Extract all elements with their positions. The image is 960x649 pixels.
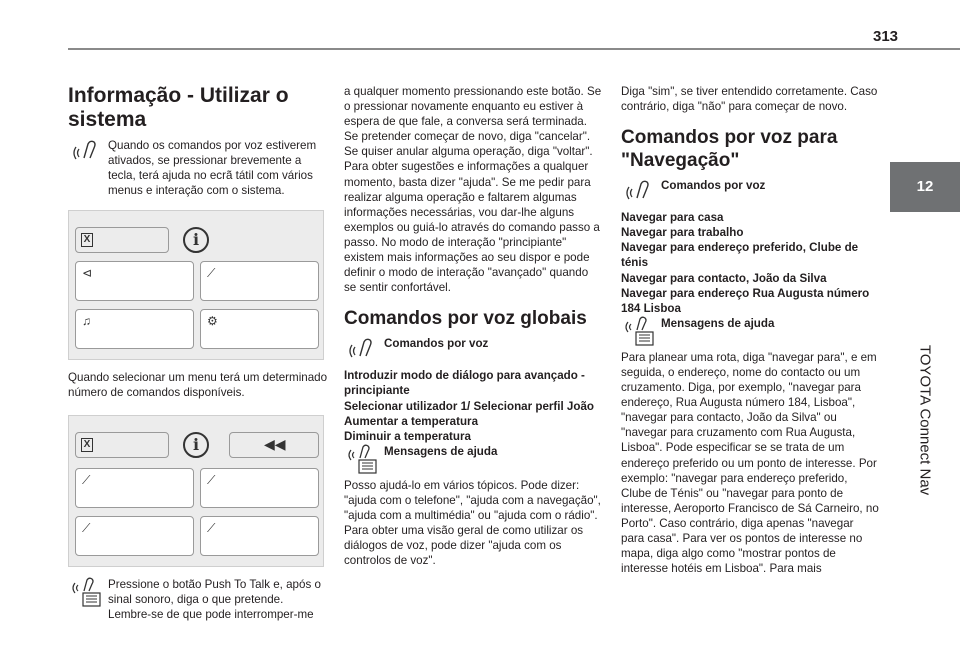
menu-button-phone	[200, 261, 319, 301]
command-item: Navegar para trabalho	[621, 226, 744, 240]
menu-button-settings	[200, 309, 319, 349]
push-to-talk-text: Pressione o botão Push To Talk e, após o sinal sonoro, diga o que pretende. Lembre-se de que pode interromper-me	[108, 577, 321, 621]
navigation-arrow-icon: ⊲	[82, 266, 93, 281]
phone-icon: ⟋	[82, 520, 91, 535]
command-list	[621, 210, 879, 316]
back-bar	[229, 432, 319, 458]
menu-bar	[75, 432, 169, 458]
command-item: Navegar para casa	[621, 211, 724, 225]
column-2	[344, 84, 602, 568]
voice-command-icon	[625, 178, 653, 206]
command-item: Diminuir a temperatura	[344, 429, 471, 443]
help-screen-panel-1	[68, 210, 324, 360]
section-heading: Comandos por voz para "Navegação"	[621, 127, 838, 172]
command-button-2	[200, 468, 319, 508]
back-icon: ◀◀	[264, 435, 286, 452]
command-item: Selecionar utilizador 1/ Selecionar perfil João	[344, 399, 594, 413]
voice-command-icon	[348, 336, 376, 364]
close-icon: X	[81, 233, 93, 247]
voice-tip	[68, 138, 328, 198]
push-to-talk-tip	[68, 577, 328, 622]
intro-text: Quando os comandos por voz estiverem ativados, se pressionar brevemente a tecla, terá ajuda no ecrã tátil com vários menus e interação com o sistema.	[108, 139, 317, 198]
menu-text: Quando selecionar um menu terá um determinado número de comandos disponíveis.	[68, 371, 328, 400]
command-list	[344, 368, 602, 443]
menu-bar	[75, 227, 169, 253]
settings-icon: ⚙	[207, 314, 218, 329]
help-label-row	[344, 444, 602, 474]
command-item: Navegar para endereço preferido, Clube de ténis	[621, 241, 859, 270]
close-icon: X	[81, 438, 93, 452]
phone-icon: ⟋	[207, 472, 216, 487]
top-rule	[68, 48, 960, 50]
continuation-text: Diga "sim", se tiver entendido corretamente. Caso contrário, diga "não" para começar de novo.	[621, 85, 878, 114]
voice-help-icon	[348, 444, 378, 478]
page-number: 313	[873, 28, 899, 45]
command-button-1	[75, 468, 194, 508]
phone-icon: ⟋	[82, 472, 91, 487]
voice-help-icon	[72, 577, 102, 611]
phone-icon: ⟋	[207, 266, 216, 281]
menu-button-navigation	[75, 261, 194, 301]
column-3	[621, 84, 879, 576]
help-label: Mensagens de ajuda	[384, 444, 498, 458]
command-item: Introduzir modo de diálogo para avançado - principiante	[344, 369, 585, 398]
command-button-3	[75, 516, 194, 556]
section-heading: Informação - Utilizar o sistema	[68, 84, 289, 131]
chapter-side-title: TOYOTA Connect Nav	[916, 344, 934, 496]
chapter-tab: 12	[890, 162, 960, 212]
menu-button-media	[75, 309, 194, 349]
command-button-4	[200, 516, 319, 556]
commands-label: Comandos por voz	[384, 337, 489, 351]
commands-label-row	[621, 178, 879, 206]
help-text: Para planear uma rota, diga "navegar para", e em seguida, o endereço, nome do contacto ou um cruzamento. Diga, por exemplo, "navegar para endereço, Rua Augusta número 184, Lisboa", "navegar para contacto, João da Silva" ou "navegar para cruzamento com Rua Augusta, Lisboa". Pode especificar se se trata de um endereço preferido ou um ponto de interesse. Por exemplo: "navegar para endereço preferido, Clube de Ténis" ou "navegar para ponto de interesse, Aeroporto Francisco de Sá Carneiro, no Porto". Caso contrário, diga apenas "navegar para casa". Para ver os pontos de interesse no mapa, diga algo como "mostrar pontos de interesse hotéis em Lisboa". Para mais	[621, 350, 879, 576]
continuation-text: a qualquer momento pressionando este botão. Se o pressionar novamente enquanto eu estiver à espera de que fale, a conversa será terminada. Se pretender começar de novo, diga "cancelar". Se quiser anular alguma operação, diga "voltar". Para obter sugestões e informações a qualquer momento, basta dizer "ajuda". Se me pedir para realizar alguma operação e faltarem algumas informações necessárias, vou dar-lhe alguns exemplos ou guiá-lo através do comando passo a passo. No modo de interação "principiante" existem mais informações ao seu dispor e pode definir o modo de interação "avançado" quando se sentir confortável.	[344, 85, 602, 295]
help-label-row	[621, 316, 879, 346]
help-label: Mensagens de ajuda	[661, 316, 775, 330]
help-text: Posso ajudá-lo em vários tópicos. Pode dizer: "ajuda com o telefone", "ajuda com a navegação", "ajuda com a multimédia" ou "ajuda com o rádio". Para obter uma visão geral de como utilizar os diálogos de voz, pode dizer "ajuda com os controlos de voz".	[344, 478, 601, 568]
column-1	[68, 84, 328, 622]
command-item: Navegar para endereço Rua Augusta número 184 Lisboa	[621, 286, 870, 315]
info-icon: i	[183, 227, 209, 253]
voice-command-icon	[72, 138, 100, 166]
info-icon: i	[183, 432, 209, 458]
music-note-icon: ♫	[82, 314, 91, 329]
commands-label: Comandos por voz	[661, 179, 766, 193]
phone-icon: ⟋	[207, 520, 216, 535]
commands-label-row	[344, 336, 602, 364]
section-heading: Comandos por voz globais	[344, 308, 587, 330]
voice-help-icon	[625, 316, 655, 350]
command-item: Aumentar a temperatura	[344, 414, 479, 428]
command-item: Navegar para contacto, João da Silva	[621, 271, 827, 285]
help-screen-panel-2	[68, 415, 324, 567]
